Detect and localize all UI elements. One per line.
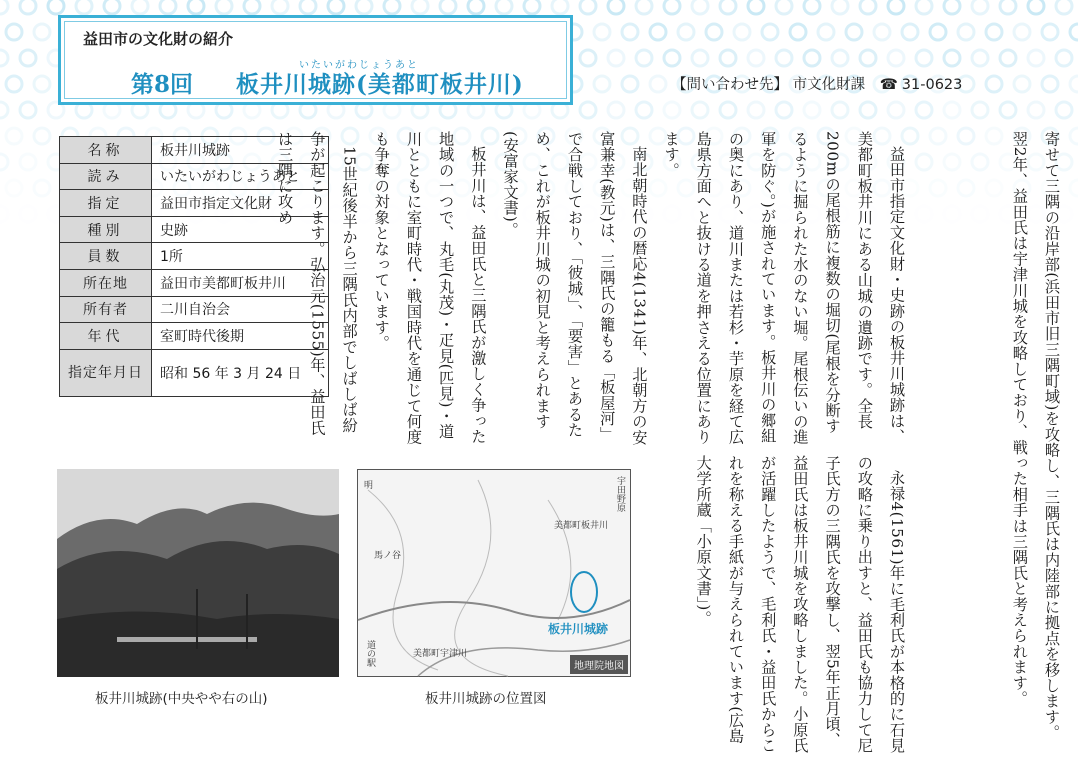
phone-icon: ☎ (879, 77, 898, 93)
map-label: 道の駅 (365, 640, 375, 667)
contact-info (672, 73, 962, 94)
title-ruby: いたいがわじょうあと (299, 60, 419, 71)
paragraph: 寄せて三隅の沿岸部(浜田市旧三隅町域)を攻略し、三隅氏は内陸部に拠点を移します。翌2年、益田氏は宇津川城を攻略しており、戦った相手は三隅氏と考えられます。 (1010, 131, 1061, 741)
table-row: 指定 益田市指定文化財 (60, 190, 329, 217)
paragraph: 15世紀後半から三隅氏内部でしばしば紛争が起こります。弘治元(1555)年、益田氏は三隅に攻め (276, 131, 359, 436)
site-marker (571, 572, 597, 612)
table-row: 所有者 二川自治会 (60, 296, 329, 323)
table-row: 名称 板井川城跡 (60, 137, 329, 164)
map-credit: 地理院地図 (570, 655, 628, 674)
article-body-right (918, 131, 1068, 756)
title-frame (58, 15, 573, 105)
map-site-label: 板井川城跡 (548, 622, 609, 636)
table-row: 指定年月日 昭和 56 年 3 月 24 日 (60, 349, 329, 396)
page-title: 板井川城跡(美都町板井川) (236, 71, 524, 98)
contact-label: 【問い合わせ先】 (672, 77, 788, 93)
table-row: 員数 1所 (60, 243, 329, 270)
table-row: 読み いたいがわじょうあと (60, 163, 329, 190)
table-row: 所在地 益田市美都町板井川 (60, 269, 329, 296)
paragraph: 南北朝時代の暦応4(1341)年、北朝方の安富兼幸(教元)は、三隅氏の籠もる「板屋河」で合戦しており、「彼城」、「要害」とあるため、これが板井川城の初見と考えられます(安富家文書)。 (501, 131, 649, 446)
map-label: 馬ノ谷 (374, 551, 402, 561)
article-body-upper (276, 131, 913, 449)
table-row: 種別 史跡 (60, 216, 329, 243)
episode-number: 第8回 (131, 71, 194, 98)
contact-phone: 31-0623 (901, 77, 963, 93)
article-body-lower (663, 455, 913, 755)
table-row: 年代 室町時代後期 (60, 323, 329, 350)
map-label: 明 (364, 481, 374, 491)
location-map (357, 469, 631, 677)
contact-department: 市文化財課 (792, 77, 866, 93)
paragraph: 益田市指定文化財・史跡の板井川城跡は、美都町板井川にある山城の遺跡です。全長200mの尾根筋に複数の堀切(尾根を分断するように掘られた水のない堀。尾根伝いの進軍を防ぐ。)が施されています。板井川の郷組の奥にあり、道川または若杉・芋原を経て広島県方面へと抜ける道を押さえる位置にあります。 (662, 131, 906, 445)
map-label: 宇田野原 (615, 476, 625, 512)
map-label: 美都町宇津川 (413, 649, 468, 659)
photo-caption: 板井川城跡(中央やや右の山) (95, 691, 268, 707)
map-label: 美都町板井川 (554, 521, 609, 531)
paragraph: 永禄4(1561)年に毛利氏が本格的に石見の攻略に乗り出すと、益田氏も協力して尼子氏方の三隅氏を攻撃し、翌5年正月頃、益田氏は板井川城を攻略しました。小原氏が活躍したようで、毛利氏・益田氏からこれを称える手紙が与えられています(広島大学所蔵「小原文書」)。 (694, 455, 906, 754)
paragraph: 板井川は、益田氏と三隅氏が激しく争った地域の一つで、丸毛(丸茂)・疋見(匹見)・道川とともに室町時代・戦国時代を通じて何度も争奪の対象となっています。 (372, 131, 488, 445)
castle-site-photo (57, 469, 339, 677)
series-title: 益田市の文化財の紹介 (83, 30, 234, 48)
map-caption: 板井川城跡の位置図 (425, 691, 547, 707)
